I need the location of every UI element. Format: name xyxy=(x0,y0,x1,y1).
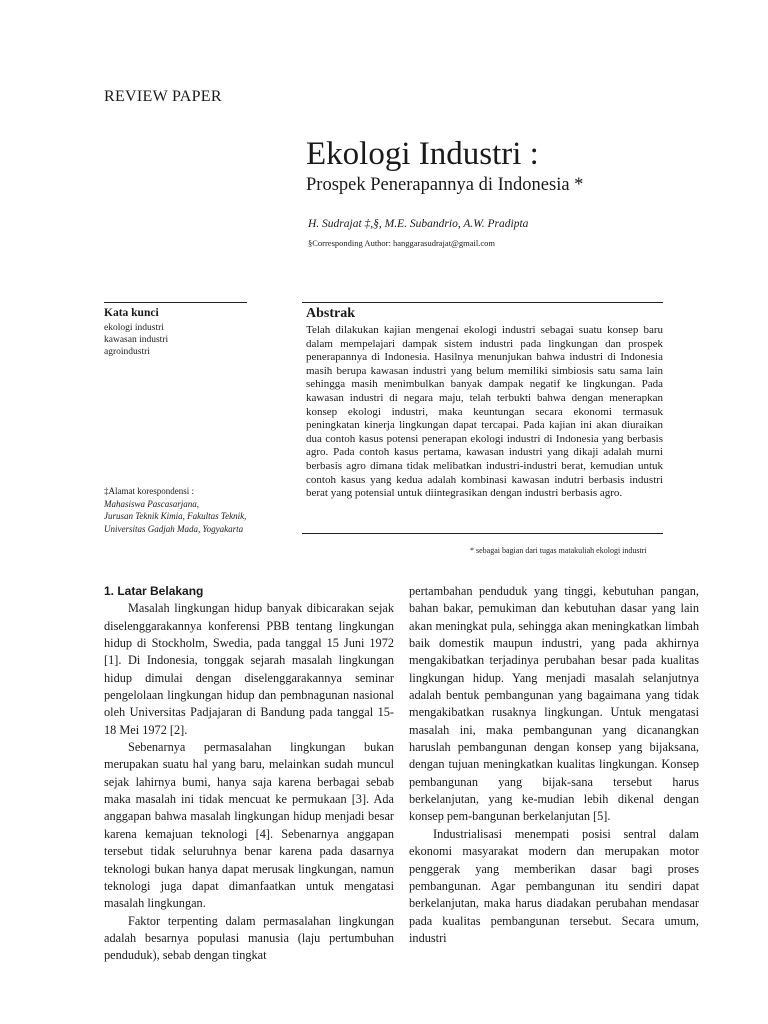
corresponding-author: §Corresponding Author: hanggarasudrajat@gmail.com xyxy=(308,238,495,248)
abstract-text: Telah dilakukan kajian mengenai ekologi industri sebagai suatu konsep baru dalam mempelajari dampak sistem industri pada lingkungan dan prospek penerapannya di Indonesia. Hasilnya menunjukan bahwa industri di Indonesia masih berupa kawasan industri yang belum memiliki simbiosis satu sama lain sehingga masih menimbulkan banyak dampak negatif ke lingkungan. Pada kawasan industri di negara maju, telah terbukti bahwa dengan menerapkan konsep ekologi industri, maka keuntungan secara ekonomi termasuk peningkatan kinerja lingkungan dapat tercapai. Pada kajian ini akan diuraikan dua contoh kasus potensi penerapan ekologi industri di Indonesia yang berbasis agro. Pada contoh kasus pertama, kawasan industri yang dikaji adalah murni berbasis agro dimana tidak melibatkan industri-industri berat, kemudian untuk contoh kasus yang kedua adalah kombinasi kawasan indutri berbasis industri berat yang potensial untuk diintegrasikan dengan industri berbasis agro. xyxy=(306,324,663,500)
body-column-right xyxy=(409,583,699,947)
body-paragraph: pertambahan penduduk yang tinggi, kebutuhan pangan, bahan bakar, pemukiman dan kebutuhan dasar yang lain akan meningkat pula, sehingga akan meningkatkan limbah baik domestik maupun industri, yang pada akhirnya mengakibatkan terjadinya perubahan besar pada kualitas lingkungan hidup. Yang menjadi masalah selanjutnya adalah bentuk pembangunan yang bagaimana yang tidak mengakibatkan rusaknya lingkungan. Untuk mengatasi masalah ini, maka pembangunan yang dicanangkan haruslah pembangunan dengan konsep yang bijaksana, dengan tujuan meningkatkan kualitas lingkungan. Konsep pembangunan yang bijak-sana tersebut harus berkelanjutan, yang ke-mudian lebih dikenal dengan konsep pem-bangunan berkelanjutan [5]. xyxy=(409,584,699,824)
article-subtitle: Prospek Penerapannya di Indonesia * xyxy=(306,175,584,195)
body-paragraph: Faktor terpenting dalam permasalahan lingkungan adalah besarnya populasi manusia (laju pertumbuhan penduduk), sebab dengan tingkat xyxy=(104,913,394,963)
abstract-heading: Abstrak xyxy=(306,306,356,321)
abstract-bottom-rule xyxy=(302,533,663,534)
keyword-item: agroindustri xyxy=(104,347,150,357)
address-line: Mahasiswa Pascasarjana, xyxy=(104,498,200,509)
review-paper-label: REVIEW PAPER xyxy=(104,88,222,105)
body-paragraph: Industrialisasi menempati posisi sentral dalam ekonomi masyarakat modern dan merupakan motor penggerak yang memberikan dasar bagi proses pembangunan. Agar pembangunan itu sendiri dapat berkelanjutan, maka harus diadakan perubahan mendasar pada kualitas pembangunan tersebut. Secara umum, industri xyxy=(409,826,699,945)
correspondence-address xyxy=(104,485,294,535)
address-heading: ‡Alamat korespondensi : xyxy=(104,486,194,496)
footnote: * sebagai bagian dari tugas matakuliah ekologi industri xyxy=(470,546,647,555)
abstract-top-rule xyxy=(302,302,663,303)
keyword-item: kawasan industri xyxy=(104,335,169,345)
keywords-heading: Kata kunci xyxy=(104,307,159,319)
body-column-left xyxy=(104,583,394,965)
address-line: Jurusan Teknik Kimia, Fakultas Teknik, xyxy=(104,511,247,521)
address-line: Universitas Gadjah Mada, Yogyakarta xyxy=(104,523,244,534)
author-list: H. Sudrajat ‡,§, M.E. Subandrio, A.W. Pradipta xyxy=(308,218,529,230)
keywords-list xyxy=(104,322,168,358)
body-paragraph: Sebenarnya permasalahan lingkungan bukan merupakan suatu hal yang baru, melainkan sudah muncul sejak lahirnya bumi, hanya saja karena berbagai sebab maka masalah ini tidak mencuat ke permukaan [3]. Ada anggapan bahwa masalah lingkungan hidup menjadi besar karena kemajuan teknologi [4]. Sebenarnya anggapan tersebut tidak seluruhnya benar karena pada dasarnya teknologi bukan hanya dapat merusak lingkungan, namun teknologi juga dapat dimanfaatkan untuk mengatasi masalah lingkungan. xyxy=(104,740,394,911)
body-paragraph: Masalah lingkungan hidup banyak dibicarakan sejak diselenggarakannya konferensi PBB tentang lingkungan hidup di Stockholm, Swedia, pada tanggal 15 Juni 1972 [1]. Di Indonesia, tonggak sejarah masalah lingkungan hidup dimulai dengan diselenggarakannya seminar pengelolaan lingkungan hidup dan pembnagunan nasional oleh Universitas Padjajaran di Bandung pada tanggal 15-18 Mei 1972 [2]. xyxy=(104,601,394,737)
section-heading: 1. Latar Belakang xyxy=(104,584,204,598)
keyword-item: ekologi industri xyxy=(104,323,164,333)
article-title: Ekologi Industri : xyxy=(306,136,539,172)
keywords-rule xyxy=(104,302,247,303)
